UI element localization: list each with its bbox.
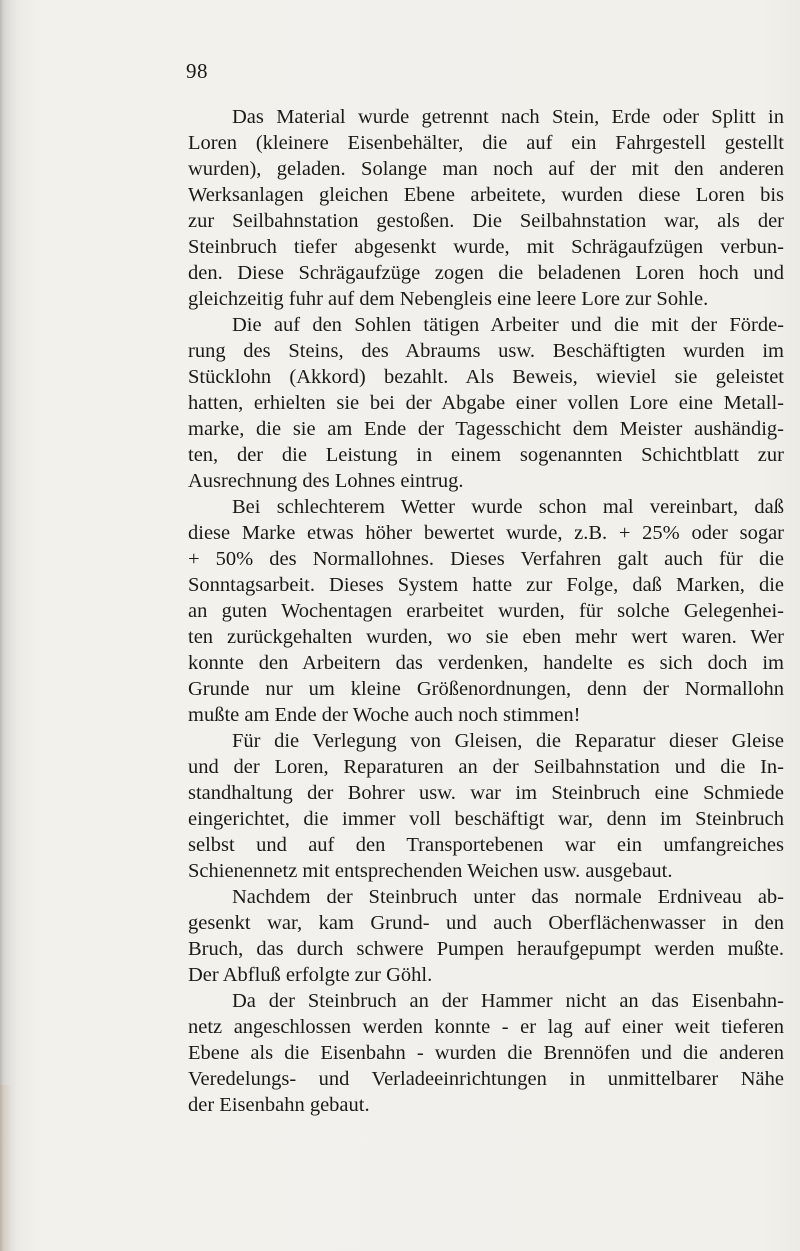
- text-line: Grunde nur um kleine Größenordnungen, denn der Normallohn: [188, 678, 784, 700]
- body-text: [188, 104, 784, 1118]
- text-line: Der Abfluß erfolgte zur Göhl.: [188, 964, 433, 986]
- text-line: marke, die sie am Ende der Tagesschicht dem Meister aushändig-: [188, 418, 784, 440]
- text-line: Schienennetz mit entsprechenden Weichen usw. ausgebaut.: [188, 860, 673, 882]
- text-line: hatten, erhielten sie bei der Abgabe einer vollen Lore eine Metall-: [188, 392, 784, 414]
- text-line: wurden), geladen. Solange man noch auf der mit den anderen: [188, 158, 784, 180]
- text-line: Ebene als die Eisenbahn - wurden die Brennöfen und die anderen: [188, 1042, 784, 1064]
- text-line: Bruch, das durch schwere Pumpen heraufgepumpt werden mußte.: [188, 938, 784, 960]
- text-line: Da der Steinbruch an der Hammer nicht an das Eisenbahn-: [232, 990, 784, 1012]
- text-line: Ausrechnung des Lohnes eintrug.: [188, 470, 464, 492]
- text-line: und der Loren, Reparaturen an der Seilbahnstation und die In-: [188, 756, 784, 778]
- text-line: konnte den Arbeitern das verdenken, handelte es sich doch im: [188, 652, 784, 674]
- text-line: standhaltung der Bohrer usw. war im Steinbruch eine Schmiede: [188, 782, 784, 804]
- text-line: mußte am Ende der Woche auch noch stimmen!: [188, 704, 581, 726]
- text-line: Loren (kleinere Eisenbehälter, die auf ein Fahrgestell gestellt: [188, 132, 784, 154]
- text-line: Bei schlechterem Wetter wurde schon mal vereinbart, daß: [232, 496, 784, 518]
- text-line: zur Seilbahnstation gestoßen. Die Seilbahnstation war, als der: [188, 210, 784, 232]
- text-line: den. Diese Schrägaufzüge zogen die beladenen Loren hoch und: [188, 262, 784, 284]
- text-line: ten, der die Leistung in einem sogenannten Schichtblatt zur: [188, 444, 784, 466]
- text-line: Werksanlagen gleichen Ebene arbeitete, wurden diese Loren bis: [188, 184, 784, 206]
- page-stain: [0, 1085, 14, 1251]
- text-line: Nachdem der Steinbruch unter das normale Erdniveau ab-: [232, 886, 784, 908]
- text-line: Veredelungs- und Verladeeinrichtungen in unmittelbarer Nähe: [188, 1068, 784, 1090]
- text-line: selbst und auf den Transportebenen war ein umfangreiches: [188, 834, 784, 856]
- page-gutter-edge: [0, 0, 14, 1251]
- text-line: diese Marke etwas höher bewertet wurde, z.B. + 25% oder sogar: [188, 522, 784, 544]
- text-line: + 50% des Normallohnes. Dieses Verfahren galt auch für die: [188, 548, 784, 570]
- text-line: an guten Wochentagen erarbeitet wurden, für solche Gelegenhei-: [188, 600, 784, 622]
- text-line: Sonntagsarbeit. Dieses System hatte zur Folge, daß Marken, die: [188, 574, 784, 596]
- text-line: gesenkt war, kam Grund- und auch Oberflächenwasser in den: [188, 912, 784, 934]
- text-line: der Eisenbahn gebaut.: [188, 1094, 370, 1116]
- text-line: eingerichtet, die immer voll beschäftigt war, denn im Steinbruch: [188, 808, 784, 830]
- page-number: 98: [186, 59, 208, 83]
- text-line: ten zurückgehalten wurden, wo sie eben mehr wert waren. Wer: [188, 626, 784, 648]
- text-line: netz angeschlossen werden konnte - er lag auf einer weit tieferen: [188, 1016, 784, 1038]
- text-line: Für die Verlegung von Gleisen, die Reparatur dieser Gleise: [232, 730, 784, 752]
- text-line: Stücklohn (Akkord) bezahlt. Als Beweis, wieviel sie geleistet: [188, 366, 784, 388]
- text-line: Das Material wurde getrennt nach Stein, Erde oder Splitt in: [232, 106, 784, 128]
- text-line: Die auf den Sohlen tätigen Arbeiter und die mit der Förde-: [232, 314, 784, 336]
- text-line: rung des Steins, des Abraums usw. Beschäftigten wurden im: [188, 340, 784, 362]
- text-line: Steinbruch tiefer abgesenkt wurde, mit Schrägaufzügen verbun-: [188, 236, 784, 258]
- text-line: gleichzeitig fuhr auf dem Nebengleis eine leere Lore zur Sohle.: [188, 288, 709, 310]
